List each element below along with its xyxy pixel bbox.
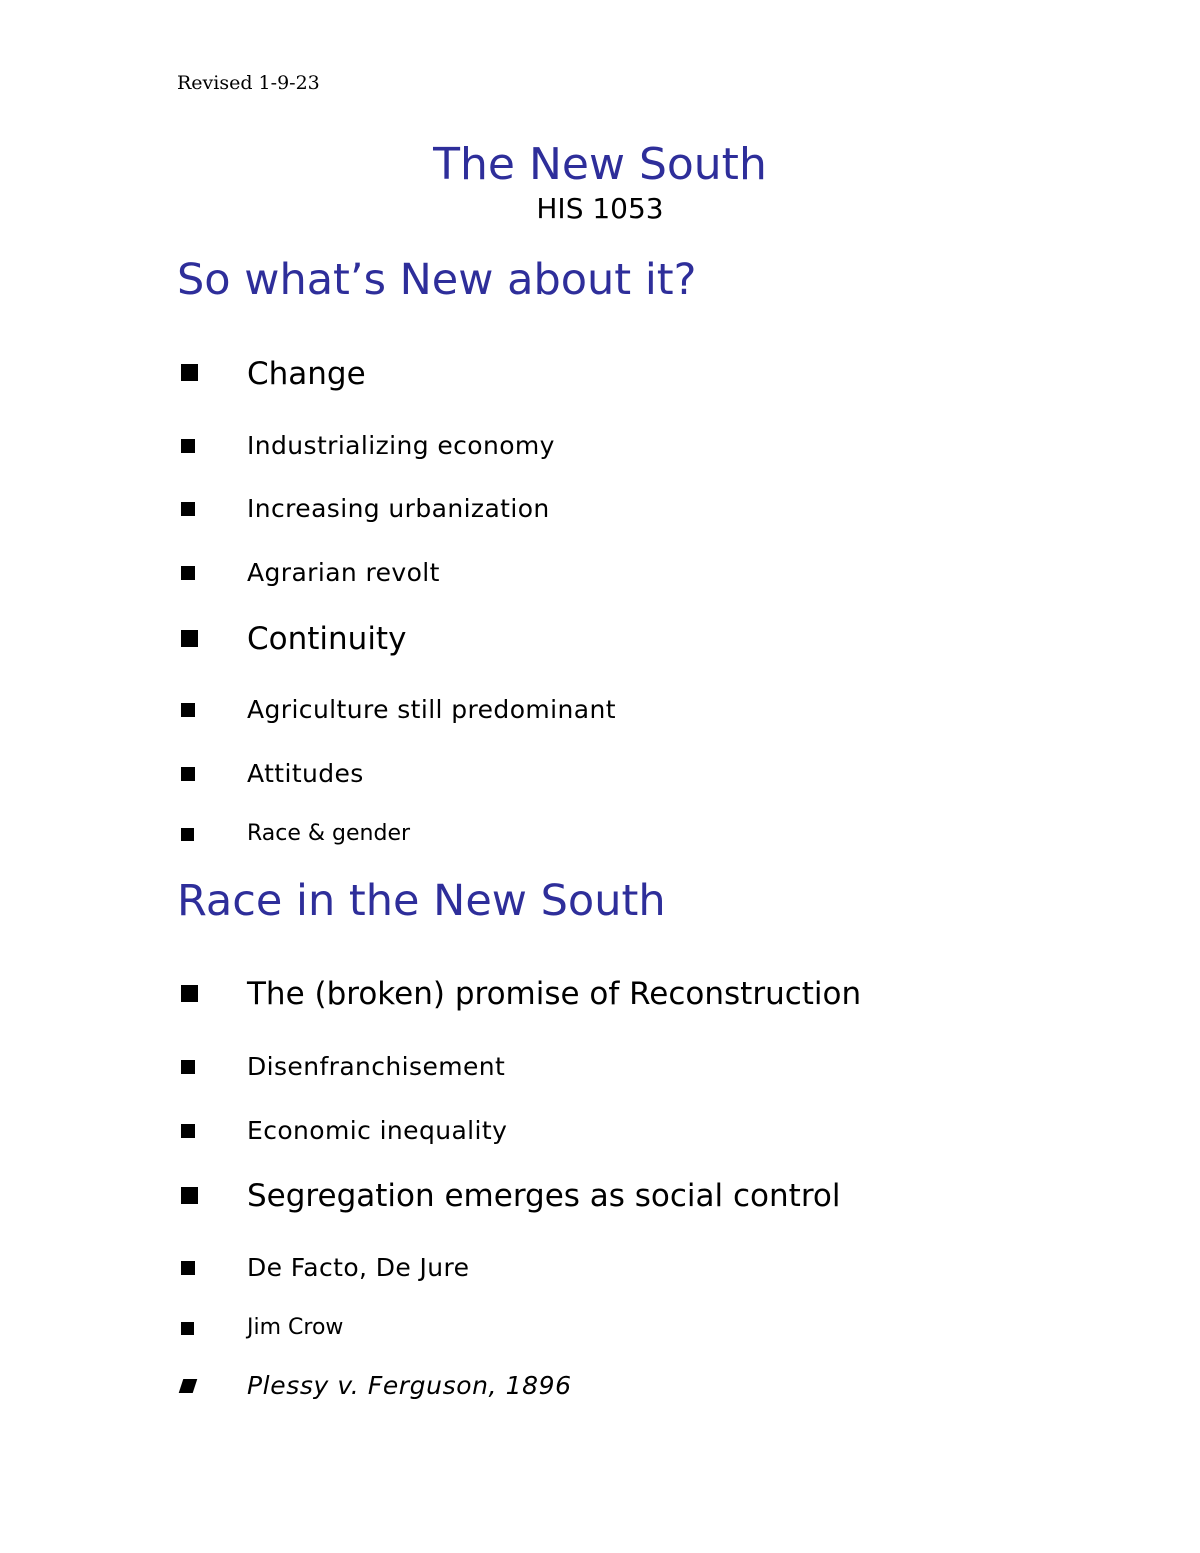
bullet-text: Increasing urbanization: [247, 494, 550, 523]
bullet-text: Plessy v. Ferguson, 1896: [247, 1371, 572, 1400]
bullet-disenfranchisement: [0, 1049, 1200, 1099]
square-bullet-icon: [181, 364, 198, 381]
bullet-text: Economic inequality: [247, 1116, 508, 1145]
square-bullet-icon: [181, 1261, 195, 1275]
square-bullet-icon: [181, 1322, 194, 1335]
bullet-text: Jim Crow: [247, 1315, 344, 1340]
bullet-text: Change: [247, 356, 366, 392]
bullet-text: The (broken) promise of Reconstruction: [247, 976, 862, 1012]
square-bullet-icon: [181, 703, 195, 717]
square-bullet-icon: [181, 630, 198, 647]
bullet-attitudes: [0, 756, 1200, 806]
bullet-text: Disenfranchisement: [247, 1052, 506, 1081]
bullet-industrializing-economy: [0, 428, 1200, 478]
bullet-broken-promise: [0, 974, 1200, 1024]
bullet-text: Race & gender: [247, 821, 411, 846]
bullet-segregation: [0, 1176, 1200, 1226]
bullet-text: Continuity: [247, 621, 407, 657]
bullet-economic-inequality: [0, 1113, 1200, 1163]
revised-date: Revised 1-9-23: [177, 72, 320, 94]
bullet-plessy-v-ferguson: [0, 1369, 1200, 1419]
course-code: HIS 1053: [536, 192, 664, 225]
square-bullet-icon: [181, 828, 194, 841]
bullet-text: Agriculture still predominant: [247, 695, 616, 724]
bullet-increasing-urbanization: [0, 491, 1200, 541]
square-bullet-icon: [181, 566, 195, 580]
document-title: The New South: [433, 139, 767, 190]
square-bullet-icon: [181, 502, 195, 516]
bullet-continuity: [0, 618, 1200, 668]
square-bullet-icon: [181, 767, 195, 781]
bullet-text: Attitudes: [247, 759, 364, 788]
section-heading-race: Race in the New South: [177, 876, 666, 926]
bullet-text: Segregation emerges as social control: [247, 1178, 841, 1214]
square-bullet-icon: [181, 1187, 198, 1204]
bullet-text: Agrarian revolt: [247, 558, 440, 587]
square-bullet-icon: [179, 1379, 198, 1393]
square-bullet-icon: [181, 439, 195, 453]
bullet-agrarian-revolt: [0, 555, 1200, 605]
bullet-text: De Facto, De Jure: [247, 1253, 470, 1282]
square-bullet-icon: [181, 985, 198, 1002]
bullet-race-gender: [0, 819, 1200, 869]
bullet-de-facto-de-jure: [0, 1250, 1200, 1300]
bullet-change: [0, 352, 1200, 402]
bullet-agriculture-still-predominant: [0, 692, 1200, 742]
square-bullet-icon: [181, 1124, 195, 1138]
square-bullet-icon: [181, 1060, 195, 1074]
section-heading-whats-new: So what’s New about it?: [177, 255, 697, 305]
bullet-text: Industrializing economy: [247, 431, 555, 460]
bullet-jim-crow: [0, 1313, 1200, 1363]
